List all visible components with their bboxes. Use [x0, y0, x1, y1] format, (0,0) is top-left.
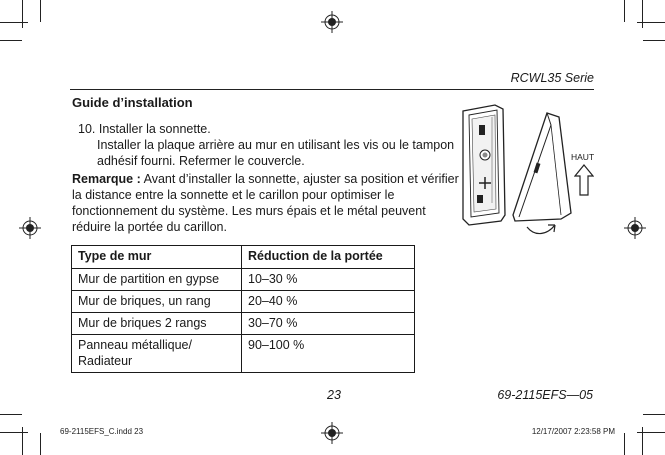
reduction-cell: 30–70 % [242, 313, 415, 335]
wall-type-cell: Mur de briques 2 rangs [72, 313, 242, 335]
registration-mark-icon [321, 11, 343, 33]
crop-mark [642, 0, 643, 28]
crop-mark [22, 0, 23, 28]
header-rule [70, 89, 594, 90]
table-header-row [72, 246, 415, 269]
column-header: Réduction de la portée [242, 246, 415, 269]
crop-mark [40, 433, 41, 455]
slug-filename: 69-2115EFS_C.indd 23 [60, 427, 144, 436]
front-cover-icon [513, 113, 571, 221]
crop-mark [643, 40, 665, 41]
crop-mark [0, 40, 22, 41]
reduction-cell: 10–30 % [242, 269, 415, 291]
table-row [72, 291, 415, 313]
crop-mark [637, 432, 665, 433]
registration-mark-icon [624, 217, 646, 239]
table-row [72, 335, 415, 373]
reduction-cell: 20–40 % [242, 291, 415, 313]
wall-type-cell: Panneau métallique/ Radiateur [72, 335, 242, 373]
remark-label: Remarque : [72, 172, 141, 186]
doorbell-mounting-illustration [455, 103, 575, 238]
up-label: HAUT [571, 152, 595, 162]
crop-mark [0, 414, 22, 415]
wall-type-cell: Mur de briques, un rang [72, 291, 242, 313]
crop-mark [0, 432, 28, 433]
rotation-arrow-icon [527, 225, 555, 234]
remark-paragraph [72, 171, 460, 235]
back-plate-icon [463, 105, 505, 225]
wall-type-cell: Mur de partition en gypse [72, 269, 242, 291]
crop-mark [637, 22, 665, 23]
section-heading: Guide d’installation [72, 95, 193, 110]
step-title: 10. Installer la sonnette. [78, 122, 211, 136]
up-arrow-icon [574, 164, 594, 196]
registration-mark-icon [321, 422, 343, 444]
crop-mark [0, 22, 28, 23]
crop-mark [40, 0, 41, 22]
series-title: RCWL35 Serie [510, 71, 594, 85]
crop-mark [643, 414, 665, 415]
remark-text: Avant d’installer la sonnette, ajuster sa position et vérifier la distance entre la sonnette et le carillon pour optimiser le fonctionnement du système. Les murs épais et le métal peuvent réduire la portée du carillon. [72, 172, 459, 234]
page-number: 23 [327, 388, 341, 402]
table-row [72, 269, 415, 291]
reduction-cell: 90–100 % [242, 335, 415, 373]
registration-mark-icon [19, 217, 41, 239]
column-header: Type de mur [72, 246, 242, 269]
table-row [72, 313, 415, 335]
range-reduction-table [71, 245, 415, 373]
crop-mark [624, 0, 625, 22]
slug-timestamp: 12/17/2007 2:23:58 PM [531, 427, 615, 436]
document-number: 69-2115EFS—05 [497, 388, 593, 402]
step-detail: Installer la plaque arrière au mur en utilisant les vis ou le tampon adhésif fourni. Refermer le couvercle. [97, 138, 455, 168]
crop-mark [624, 433, 625, 455]
